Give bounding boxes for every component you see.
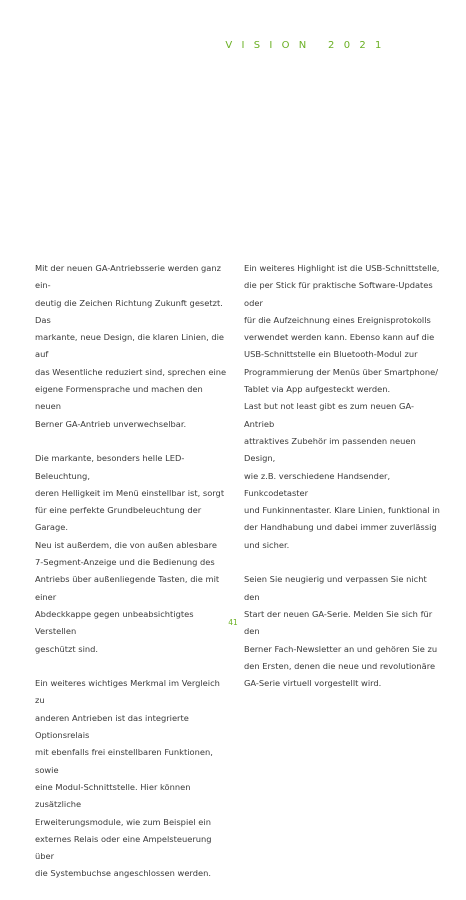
text-line: für die Aufzeichnung eines Ereignisprotokolls [244,314,431,325]
text-line: markante, neue Design, die klaren Linien, die auf [35,332,225,360]
text-line: Ein weiteres wichtiges Merkmal im Vergleich zu [35,678,220,706]
text-line: Programmierung der Menüs über Smartphone/ [244,366,439,377]
text-line: deren Helligkeit im Menü einstellbar ist, sorgt [35,487,225,498]
text-line: und Funkinnentaster. Klare Linien, funktional in [244,505,440,516]
text-line: die Systembuchse angeschlossen werden. [35,868,211,879]
text-line: die per Stick für praktische Software-Updates oder [244,280,433,308]
left-text-column [35,260,229,900]
page-number [0,618,466,627]
text-line: externes Relais oder eine Ampelsteuerung über [35,833,212,862]
text-line: attraktives Zubehör im passenden neuen Design, [244,435,416,464]
text-line: Tablet via App aufgesteckt werden. [244,384,391,395]
text-line: Mit der neuen GA-Antriebsserie werden ganz ein- [35,263,221,291]
text-line: 7-Segment-Anzeige und die Bedienung des [35,557,215,568]
text-line: das Wesentliche reduziert sind, sprechen eine [35,366,227,377]
text-line: Erweiterungsmodule, wie zum Beispiel ein [35,816,211,827]
text-line: Die markante, besonders helle LED-Beleuchtung, [35,453,185,481]
text-line: Abdeckkappe gegen unbeabsichtigtes Verstellen [35,608,194,637]
text-line: eigene Formensprache und machen den neuen [35,384,203,412]
text-line: den Ersten, denen die neue und revolutionäre [244,660,436,671]
text-line: Neu ist außerdem, die von außen ablesbare [35,539,217,550]
right-text-column [244,260,440,710]
text-line: Seien Sie neugierig und verpassen Sie nicht den [244,574,427,602]
text-line: verwendet werden kann. Ebenso kann auf die [244,332,435,343]
header-title: VISION 2021 [225,40,391,51]
text-line: eine Modul-Schnittstelle. Hier können zusätzliche [35,781,191,810]
page-number-label: 41 [228,618,238,627]
text-line: USB-Schnittstelle ein Bluetooth-Modul zur [244,349,418,360]
text-line: und sicher. [244,539,290,550]
paragraph [35,675,229,883]
text-line: wie z.B. verschiedene Handsender, Funkcodetaster [244,470,391,498]
text-line: Berner GA-Antrieb unverwechselbar. [35,418,187,429]
text-line: Berner Fach-Newsletter an und gehören Sie zu [244,643,438,654]
text-line: Ein weiteres Highlight ist die USB-Schnittstelle, [244,263,440,273]
text-line: anderen Antrieben ist das integrierte Optionsrelais [35,712,189,741]
paragraph [244,260,440,554]
text-line: für eine perfekte Grundbeleuchtung der Garage. [35,505,202,533]
text-line: Start der neuen GA-Serie. Melden Sie sich für den [244,608,433,637]
text-line: deutig die Zeichen Richtung Zukunft gesetzt. Das [35,297,223,325]
paragraph [35,260,229,433]
text-line: geschützt sind. [35,643,99,654]
text-line: Last but not least gibt es zum neuen GA-Antrieb [244,401,414,429]
text-line: GA-Serie virtuell vorgestellt wird. [244,678,382,689]
text-line: mit ebenfalls frei einstellbaren Funktionen, sowie [35,747,213,775]
document-header [0,33,466,52]
paragraph [244,571,440,692]
text-line: Antriebs über außenliegende Tasten, die mit einer [35,574,220,602]
text-line: der Handhabung und dabei immer zuverlässig [244,522,437,533]
